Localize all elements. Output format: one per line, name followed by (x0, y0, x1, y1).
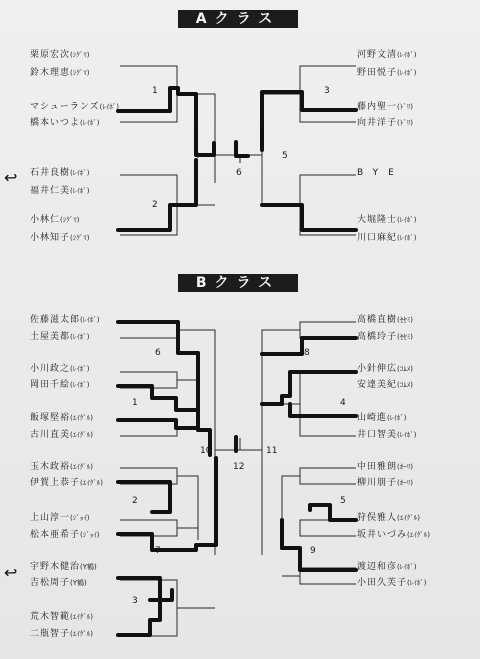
b-right-entry-9: 狩俣雅人(ｴｲｸﾞﾙ) (357, 513, 420, 523)
a-match-2: 2 (152, 200, 158, 210)
b-right-entry-4: 安達美紀(ｺﾑﾒ) (357, 380, 413, 390)
b-left-entry-8: 伊賀上恭子(ｴｲｸﾞﾙ) (30, 478, 103, 488)
a-match-5: 5 (282, 151, 288, 161)
a-left-entry-2: 鈴木理恵(ｼｸﾞﾏ) (30, 68, 90, 78)
b-left-entry-2: 土屋美都(ﾚｲﾎﾞ) (30, 332, 90, 342)
b-left-entry-10: 松本亜希子(ｼﾞｮｲ) (30, 530, 100, 540)
b-right-entry-2: 高橋玲子(ｾｾﾐ) (357, 332, 413, 342)
b-left-entry-11: 宇野木健治(Y鶴) (30, 562, 97, 572)
a-right-entry-3: 藤内聖一(ﾄﾞﾘ) (357, 102, 413, 112)
b-match-12: 12 (233, 462, 245, 472)
b-right-entry-7: 中田雅朗(ｵｰﾘ) (357, 462, 413, 472)
b-right-entry-11: 渡辺和彦(ﾚｲﾎﾞ) (357, 562, 417, 572)
b-match-10: 10 (200, 446, 212, 456)
b-left-entry-4: 岡田千絵(ﾚｲﾎﾞ) (30, 380, 90, 390)
b-left-entry-5: 飯塚堅裕(ｴｲｸﾞﾙ) (30, 413, 93, 423)
a-match-4: 4 (194, 151, 200, 161)
b-right-entry-8: 柳川朋子(ｵｰﾘ) (357, 478, 413, 488)
b-left-entry-3: 小川政之(ﾚｲﾎﾞ) (30, 364, 90, 374)
a-left-entry-7: 小林仁(ｼｸﾞﾏ) (30, 215, 80, 225)
b-left-entry-14: 二瓶智子(ｴｲｸﾞﾙ) (30, 629, 93, 639)
b-left-entry-7: 玉木政裕(ｴｲｸﾞﾙ) (30, 462, 93, 472)
b-match-2: 2 (132, 496, 138, 506)
a-left-entry-1: 栗原宏次(ｼｸﾞﾏ) (30, 50, 90, 60)
b-match-7: 7 (155, 546, 161, 556)
class-b-title: Bクラス (178, 274, 298, 292)
b-left-entry-1: 佐藤滋太郎(ﾚｲﾎﾞ) (30, 315, 100, 325)
b-match-3: 3 (132, 596, 138, 606)
class-a-title: Aクラス (178, 10, 298, 28)
b-match-5: 5 (340, 496, 346, 506)
a-right-entry-7: 川口麻紀(ﾚｲﾎﾞ) (357, 233, 417, 243)
a-left-entry-4: 橋本いつよ(ﾚｲﾎﾞ) (30, 118, 100, 128)
b-match-4: 4 (340, 398, 346, 408)
b-left-entry-6: 古川直美(ｴｲｸﾞﾙ) (30, 430, 93, 440)
a-match-6: 6 (236, 168, 242, 178)
a-left-entry-6: 福井仁美(ﾚｲﾎﾞ) (30, 186, 90, 196)
a-match-1: 1 (152, 86, 158, 96)
a-match-3: 3 (324, 86, 330, 96)
a-left-entry-8: 小林知子(ｼｸﾞﾏ) (30, 233, 90, 243)
b-right-entry-12: 小田久芙子(ﾚｲﾎﾞ) (357, 578, 427, 588)
b-left-entry-13: 荒木智範(ｴｲｸﾞﾙ) (30, 612, 93, 622)
b-right-entry-6: 井口智美(ﾚｲﾎﾞ) (357, 430, 417, 440)
b-match-8: 8 (304, 348, 310, 358)
a-right-entry-2: 野田悦子(ﾚｲﾎﾞ) (357, 68, 417, 78)
a-right-entry-4: 向井洋子(ﾄﾞﾘ) (357, 118, 413, 128)
b-right-entry-3: 小針伸広(ｺﾑﾒ) (357, 364, 413, 374)
hand-arrow-icon: ↩ (4, 168, 18, 187)
a-right-entry-1: 河野文清(ﾚｲﾎﾞ) (357, 50, 417, 60)
b-right-entry-10: 坂井いづみ(ｴｲｸﾞﾙ) (357, 530, 430, 540)
b-right-entry-5: 山崎進(ﾚｲﾎﾞ) (357, 413, 407, 423)
b-match-9: 9 (310, 546, 316, 556)
b-left-entry-12: 吉松周子(Y鶴) (30, 578, 87, 588)
a-left-entry-3: マシューランズ(ﾚｲﾎﾞ) (30, 102, 120, 112)
hand-arrow-icon: ↩ (4, 563, 18, 582)
b-match-1: 1 (132, 398, 138, 408)
a-right-entry-6: 大堀隆士(ﾚｲﾎﾞ) (357, 215, 417, 225)
b-match-6: 6 (155, 348, 161, 358)
b-right-entry-1: 高橋直樹(ｾｾﾐ) (357, 315, 413, 325)
b-left-entry-9: 上山淳一(ｼﾞｮｲ) (30, 513, 90, 523)
a-left-entry-5: 石井良樹(ﾚｲﾎﾞ) (30, 168, 90, 178)
b-match-11: 11 (266, 446, 278, 456)
a-right-entry-bye: BYE (357, 168, 404, 178)
